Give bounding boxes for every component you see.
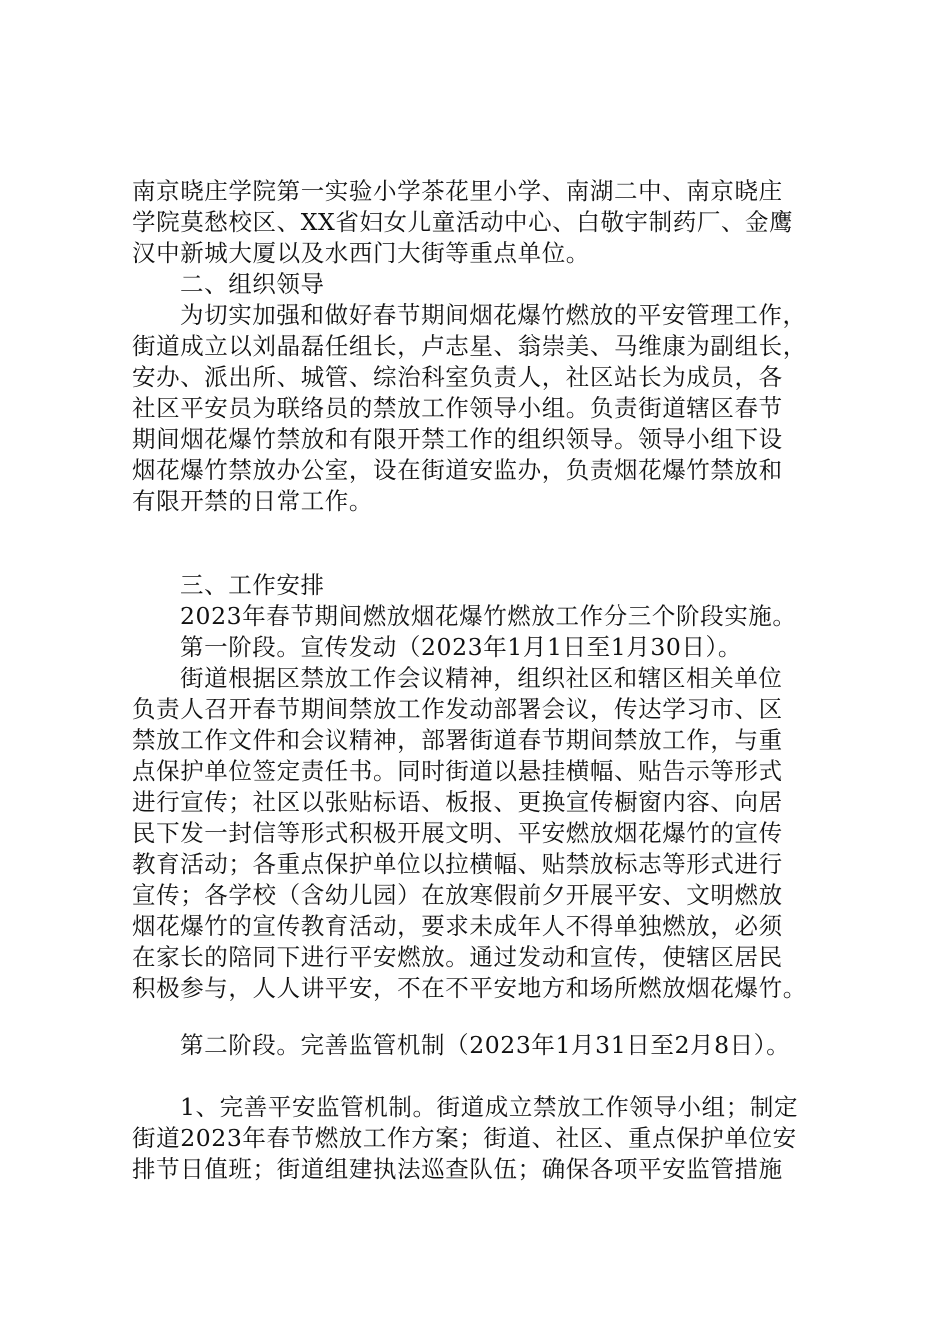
intro-line: 南京晓庄学院第一实验小学茶花里小学、南湖二中、南京晓庄 bbox=[132, 177, 783, 205]
org-line: 安办、派出所、城管、综治科室负责人，社区站长为成员，各 bbox=[132, 363, 783, 391]
section-heading-organization: 二、组织领导 bbox=[180, 270, 325, 298]
stage1-line: 民下发一封信等形式积极开展文明、平安燃放烟花爆竹的宣传 bbox=[132, 819, 783, 847]
org-line: 有限开禁的日常工作。 bbox=[132, 487, 373, 515]
org-line: 街道成立以刘晶磊任组长，卢志星、翁崇美、马维康为副组长， bbox=[132, 332, 807, 360]
org-line: 期间烟花爆竹禁放和有限开禁工作的组织领导。领导小组下设 bbox=[132, 425, 783, 453]
org-line: 烟花爆竹禁放办公室，设在街道安监办，负责烟花爆竹禁放和 bbox=[132, 456, 783, 484]
stage2-line: 街道2023年春节燃放工作方案；街道、社区、重点保护单位安 bbox=[132, 1124, 797, 1152]
intro-line: 学院莫愁校区、XX省妇女儿童活动中心、白敬宇制药厂、金鹰 bbox=[132, 208, 794, 236]
stage1-line: 教育活动；各重点保护单位以拉横幅、贴禁放标志等形式进行 bbox=[132, 850, 783, 878]
stage1-line: 进行宣传；社区以张贴标语、板报、更换宣传橱窗内容、向居 bbox=[132, 788, 783, 816]
intro-line: 汉中新城大厦以及水西门大街等重点单位。 bbox=[132, 239, 590, 267]
stage1-line: 点保护单位签定责任书。同时街道以悬挂横幅、贴告示等形式 bbox=[132, 757, 783, 785]
stage1-line: 在家长的陪同下进行平安燃放。通过发动和宣传，使辖区居民 bbox=[132, 943, 783, 971]
stage2-line: 1、完善平安监管机制。街道成立禁放工作领导小组；制定 bbox=[180, 1093, 799, 1121]
stage1-line: 积极参与，人人讲平安，不在不平安地方和场所燃放烟花爆竹。 bbox=[132, 974, 807, 1002]
org-line: 社区平安员为联络员的禁放工作领导小组。负责街道辖区春节 bbox=[132, 394, 783, 422]
plan-line: 2023年春节期间燃放烟花爆竹燃放工作分三个阶段实施。 bbox=[180, 602, 797, 630]
stage1-line: 街道根据区禁放工作会议精神，组织社区和辖区相关单位 bbox=[180, 664, 783, 692]
section-heading-arrangement: 三、工作安排 bbox=[180, 571, 325, 599]
stage-1-title: 第一阶段。宣传发动（2023年1月1日至1月30日）。 bbox=[180, 633, 743, 661]
stage1-line: 宣传；各学校（含幼儿园）在放寒假前夕开展平安、文明燃放 bbox=[132, 881, 783, 909]
stage1-line: 负责人召开春节期间禁放工作发动部署会议，传达学习市、区 bbox=[132, 695, 783, 723]
stage1-line: 禁放工作文件和会议精神，部署街道春节期间禁放工作，与重 bbox=[132, 726, 783, 754]
stage1-line: 烟花爆竹的宣传教育活动，要求未成年人不得单独燃放，必须 bbox=[132, 912, 783, 940]
stage-2-title: 第二阶段。完善监管机制（2023年1月31日至2月8日）。 bbox=[180, 1031, 791, 1059]
stage2-line: 排节日值班；街道组建执法巡查队伍；确保各项平安监管措施 bbox=[132, 1155, 783, 1183]
org-line: 为切实加强和做好春节期间烟花爆竹燃放的平安管理工作， bbox=[180, 301, 807, 329]
